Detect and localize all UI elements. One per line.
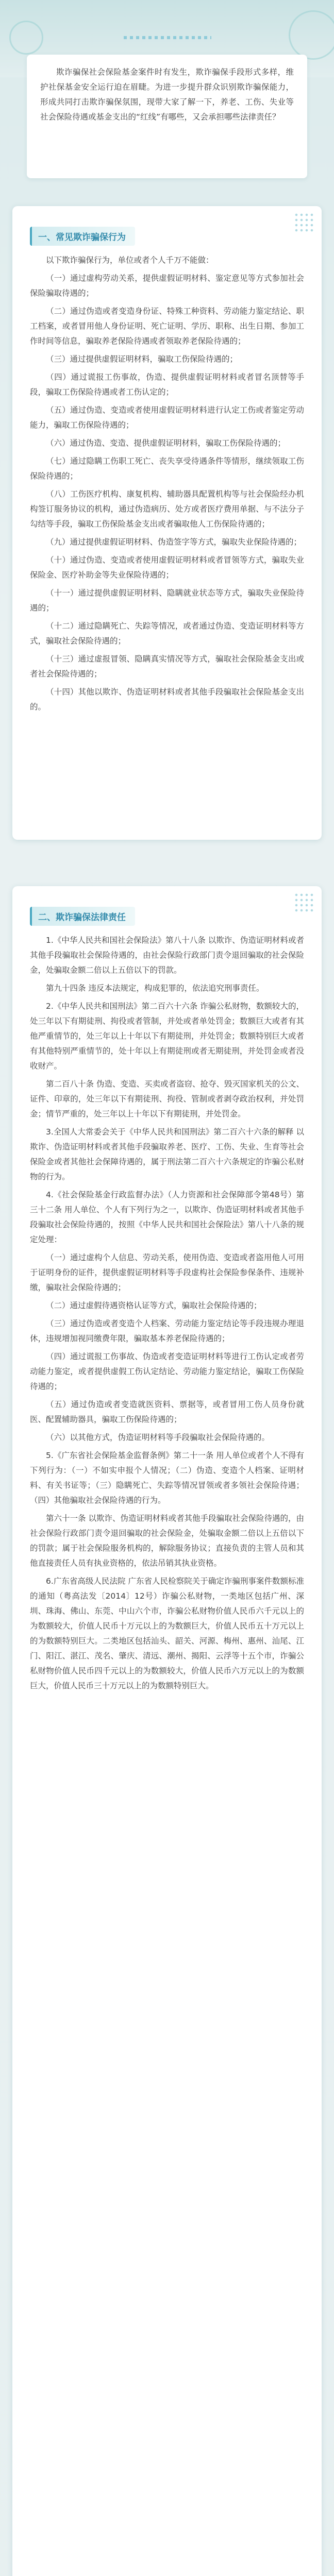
section-paragraph: （四）通过谎报工伤事故、伪造或者变造证明材料等进行工伤认定或者劳动能力鉴定，或者提供虚假工伤认定结论、劳动能力鉴定结论，骗取工伤保险待遇的；	[30, 1352, 304, 1391]
section-title: 一、常见欺诈骗保行为	[30, 227, 135, 246]
section-paragraph: 第二百八十条 伪造、变造、买卖或者盗窃、抢夺、毁灭国家机关的公文、证件、印章的，处三年以下有期徒刑、拘役、管制或者剥夺政治权利，并处罚金；情节严重的，处三年以上十年以下有期徒刑，并处罚金。	[30, 1079, 304, 1118]
decor-dots	[124, 36, 211, 39]
section-paragraph: （五）通过伪造、变造或者使用虚假证明材料进行认定工伤或者鉴定劳动能力，骗取工伤保险待遇的；	[30, 405, 304, 430]
section-common-fraud	[12, 206, 322, 840]
section-paragraph: （十三）通过虚报冒领、隐瞒真实情况等方式，骗取社会保险基金支出或者社会保险待遇的；	[30, 654, 304, 679]
section-paragraph: （九）通过提供虚假证明材料、伪造签字等方式，骗取失业保险待遇的；	[46, 537, 302, 547]
section-paragraph: 3.全国人大常委会关于《中华人民共和国刑法》第二百六十六条的解释 以欺诈、伪造证明材料或者其他手段骗取养老、医疗、工伤、失业、生育等社会保险金或者其他社会保障待遇的，属于刑法第二百六十六条规定的诈骗公私财物的行为。	[30, 1127, 304, 1181]
section-paragraph: （十）通过伪造、变造或者使用虚假证明材料或者冒领等方式，骗取失业保险金、医疗补助金等失业保险待遇的；	[30, 555, 304, 580]
section-paragraph: （四）通过谎报工伤事故，伪造、提供虚假证明材料或者冒名顶替等手段，骗取工伤保险待遇或者工伤认定的；	[30, 372, 304, 397]
section-paragraph: （十二）通过隐瞒死亡、失踪等情况，或者通过伪造、变造证明材料等方式，骗取社会保险待遇的；	[30, 621, 304, 646]
section-paragraph: （八）工伤医疗机构、康复机构、辅助器具配置机构等与社会保险经办机构签订服务协议的机构，通过伪造病历、处方或者医疗费用单据、与不法分子勾结等手段，骗取工伤保险基金支出或者骗取他人工伤保险待遇的；	[30, 489, 304, 529]
intro-card	[27, 55, 307, 178]
section-paragraph: 2.《中华人民共和国刑法》第二百六十六条 诈骗公私财物，数额较大的，处三年以下有期徒刑、拘役或者管制，并处或者单处罚金；数额巨大或者有其他严重情节的，处三年以上十年以下有期徒刑，并处罚金；数额特别巨大或者有其他特别严重情节的，处十年以上有期徒刑或者无期徒刑，并处罚金或者没收财产。	[30, 1002, 304, 1071]
decor-circle	[289, 10, 334, 60]
section-paragraph: （三）通过伪造或者变造个人档案、劳动能力鉴定结论等手段违规办理退休，违规增加视同缴费年限，骗取基本养老保险待遇的；	[30, 1319, 304, 1343]
section-paragraph: 5.《广东省社会保险基金监督条例》第二十一条 用人单位或者个人不得有下列行为：（一）不如实申报个人情况；（二）伪造、变造个人档案、证明材料、有关书证等；（三）隐瞒死亡、失踪等情况冒领或者多领社会保险待遇；（四）其他骗取社会保险待遇的行为。	[30, 1451, 304, 1505]
decor-dots	[294, 892, 314, 913]
section-paragraph: （六）以其他方式，伪造证明材料等手段骗取社会保险待遇的。	[46, 1433, 270, 1442]
section-title: 二、欺诈骗保法律责任	[30, 907, 135, 926]
section-paragraph: 4.《社会保险基金行政监督办法》（人力资源和社会保障部令第48号）第三十二条 用人单位、个人有下列行为之一，以欺诈、伪造证明材料或者其他手段骗取社会保险待遇的，按照《中华人民共和国社会保险法》第八十八条的规定处理：	[30, 1190, 304, 1244]
section-paragraph: （七）通过隐瞒工伤职工死亡、丧失享受待遇条件等情形，继续领取工伤保险待遇的；	[30, 456, 304, 481]
intro-text: 欺诈骗保社会保险基金案件时有发生，欺诈骗保手段形式多样，维护社保基金安全运行迫在眉睫。为进一步提升群众识别欺诈骗保能力，形成共同打击欺诈骗保氛围，现带大家了解一下，养老、工伤、失业等社会保险待遇或基金支出的“红线”有哪些，又会承担哪些法律责任？	[40, 67, 294, 122]
section-paragraph: （五）通过伪造或者变造就医资料、票据等，或者冒用工伤人员身份就医、配置辅助器具，骗取工伤保险待遇的；	[30, 1400, 304, 1424]
section-paragraph: （六）通过伪造、变造、提供虚假证明材料，骗取工伤保险待遇的；	[46, 438, 286, 448]
section-paragraph: （十四）其他以欺诈、伪造证明材料或者其他手段骗取社会保险基金支出的。	[30, 687, 304, 711]
section-paragraph: （二）通过虚假待遇资格认证等方式，骗取社会保险待遇的；	[46, 1301, 262, 1310]
decor-dots	[294, 212, 314, 233]
section-paragraph: 以下欺诈骗保行为，单位或者个人千万不能做：	[46, 256, 214, 265]
section-paragraph: （一）通过虚构个人信息、劳动关系，使用伪造、变造或者盗用他人可用于证明身份的证件，提供虚假证明材料等手段虚构社会保险参保条件、违规补缴，骗取社会保险待遇的；	[30, 1253, 304, 1292]
section-legal-liability	[12, 886, 322, 2576]
section-paragraph: （十一）通过提供虚假证明材料、隐瞒就业状态等方式，骗取失业保险待遇的；	[30, 588, 304, 613]
section-paragraph: 6.广东省高级人民法院 广东省人民检察院关于确定诈骗刑事案件数额标准的通知（粤高法发〔2014〕12号）诈骗公私财物，一类地区包括广州、深圳、珠海、佛山、东莞、中山六个市，诈骗公私财物价值人民币六千元以上的为数额较大，价值人民币十万元以上的为数额巨大，价值人民币五十万元以上的为数额特别巨大。二类地区包括汕头、韶关、河源、梅州、惠州、汕尾、江门、阳江、湛江、茂名、肇庆、清远、潮州、揭阳、云浮等十五个市，诈骗公私财物价值人民币四千元以上的为数额较大，价值人民币六万元以上的为数额巨大，价值人民币三十万元以上的为数额特别巨大。	[30, 1577, 304, 1690]
decor-circle	[9, 21, 43, 55]
section-paragraph: （三）通过提供虚假证明材料，骗取工伤保险待遇的；	[46, 354, 238, 364]
section-paragraph: （二）通过伪造或者变造身份证、特殊工种资料、劳动能力鉴定结论、职工档案，或者冒用他人身份证明、死亡证明、学历、职称、出生日期、参加工作时间等信息，骗取养老保险待遇或者领取养老保险待遇的；	[30, 307, 304, 346]
section-paragraph: （一）通过虚构劳动关系，提供虚假证明材料、鉴定意见等方式参加社会保险骗取待遇的；	[30, 274, 304, 298]
section-paragraph: 第九十四条 违反本法规定，构成犯罪的，依法追究刑事责任。	[46, 984, 264, 993]
section-paragraph: 1.《中华人民共和国社会保险法》第八十八条 以欺诈、伪造证明材料或者其他手段骗取社会保险待遇的，由社会保险行政部门责令退回骗取的社会保险金，处骗取金额二倍以上五倍以下的罚款。	[30, 936, 304, 975]
section-paragraph: 第六十一条 以欺诈、伪造证明材料或者其他手段骗取社会保险待遇的，由社会保险行政部门责令退回骗取的社会保险金，处骗取金额二倍以上五倍以下的罚款；属于社会保险服务机构的，解除服务协议；直接负责的主管人员和其他直接责任人员有执业资格的，依法吊销其执业资格。	[30, 1514, 304, 1568]
